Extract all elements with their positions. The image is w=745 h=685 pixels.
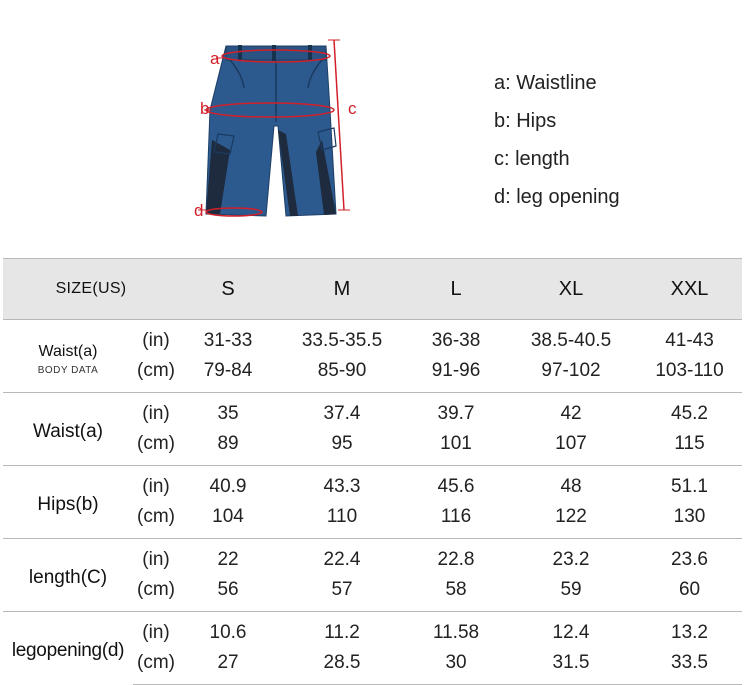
unit-in: (in): [133, 612, 179, 649]
row-label-hips: Hips(b): [3, 466, 133, 539]
table-row: [3, 539, 742, 576]
table-header-row: [3, 259, 742, 320]
table-cell: 40.9: [179, 466, 277, 503]
unit-cm: (cm): [137, 433, 175, 454]
shorts-shape: [206, 46, 336, 216]
table-cell: 85-90: [317, 360, 367, 381]
belt-loop: [238, 45, 242, 61]
diagram-letter-d: d: [194, 201, 204, 220]
table-cell: 30: [407, 648, 505, 685]
table-cell: 27: [179, 648, 277, 685]
diagram-letter-b: b: [200, 99, 210, 118]
size-header-xxl: XXL: [637, 259, 742, 320]
table-cell: 56: [217, 579, 239, 600]
unit-in: (in): [142, 330, 170, 351]
table-cell: 103-110: [655, 360, 724, 381]
unit-in: (in): [133, 393, 179, 430]
table-cell: 45.6: [407, 466, 505, 503]
size-chart-table: [3, 258, 742, 685]
table-cell: 101: [440, 433, 472, 454]
table-cell: 22.4: [277, 539, 407, 576]
belt-loop: [272, 45, 276, 61]
legend-item-waistline: a: Waistline: [494, 72, 597, 94]
table-cell: 23.6: [637, 539, 742, 576]
table-cell: 79-84: [203, 360, 253, 381]
table-cell: 12.4: [505, 612, 637, 649]
table-cell: 22: [179, 539, 277, 576]
table-cell: 58: [445, 579, 467, 600]
table-cell: 11.58: [407, 612, 505, 649]
table-cell: 48: [505, 466, 637, 503]
row-label-leg-opening: legopening(d): [3, 612, 133, 685]
legend-item-hips: b: Hips: [494, 110, 557, 132]
unit-in: (in): [133, 539, 179, 576]
table-cell: 22.8: [407, 539, 505, 576]
unit-cm: (cm): [137, 506, 175, 527]
table-cell: 36-38: [431, 330, 481, 351]
row-label-waist: Waist(a): [3, 393, 133, 466]
table-cell: 42: [505, 393, 637, 430]
unit-cm: (cm): [137, 579, 175, 600]
table-cell: 33.5: [637, 648, 742, 685]
table-cell: 10.6: [179, 612, 277, 649]
legend-item-leg-opening: d: leg opening: [494, 186, 620, 208]
table-row: [3, 393, 742, 430]
table-cell: 115: [674, 433, 705, 454]
table-cell: 116: [440, 506, 472, 527]
table-cell: 91-96: [431, 360, 481, 381]
row-label-body-data: [3, 320, 133, 393]
size-header-xl: XL: [505, 259, 637, 320]
table-cell: 45.2: [637, 393, 742, 430]
unit-cm: (cm): [137, 360, 175, 381]
table-cell: 41-43: [665, 330, 714, 351]
table-cell: 31-33: [203, 330, 253, 351]
table-cell: 31.5: [505, 648, 637, 685]
table-cell: 110: [326, 506, 358, 527]
table-cell: 89: [217, 433, 239, 454]
table-cell: 97-102: [541, 360, 601, 381]
table-cell: 57: [331, 579, 353, 600]
table-cell: 39.7: [407, 393, 505, 430]
table-cell: 37.4: [277, 393, 407, 430]
table-row: [3, 320, 742, 357]
diagram-letter-c: c: [348, 99, 357, 118]
row-label-length: length(C): [3, 539, 133, 612]
measurement-legend: [494, 70, 620, 222]
table-cell: 23.2: [505, 539, 637, 576]
table-cell: 43.3: [277, 466, 407, 503]
table-cell: 11.2: [277, 612, 407, 649]
body-data-sublabel: BODY DATA: [37, 364, 99, 376]
table-cell: 122: [555, 506, 587, 527]
table-row: [3, 612, 742, 649]
table-cell: 60: [678, 579, 701, 600]
diagram-letter-a: a: [210, 49, 220, 68]
shorts-diagram: [190, 30, 370, 230]
table-cell: 59: [560, 579, 582, 600]
table-cell: 51.1: [637, 466, 742, 503]
table-cell: 104: [212, 506, 244, 527]
unit-cm: (cm): [133, 648, 179, 685]
size-header-s: S: [179, 259, 277, 320]
size-header-label: SIZE(US): [3, 259, 179, 320]
size-header-m: M: [277, 259, 407, 320]
table-cell: 35: [179, 393, 277, 430]
table-cell: 130: [673, 506, 706, 527]
size-header-l: L: [407, 259, 505, 320]
legend-item-length: c: length: [494, 148, 570, 170]
table-cell: 13.2: [637, 612, 742, 649]
table-row: [3, 466, 742, 503]
table-cell: 28.5: [277, 648, 407, 685]
table-cell: 38.5-40.5: [530, 330, 612, 351]
body-data-label: Waist(a): [38, 342, 98, 360]
unit-in: (in): [133, 466, 179, 503]
table-cell: 95: [331, 433, 353, 454]
length-measure: [334, 40, 344, 210]
table-cell: 33.5-35.5: [301, 330, 383, 351]
belt-loop: [308, 45, 312, 61]
shorts-illustration: [190, 30, 370, 230]
table-cell: 107: [555, 433, 587, 454]
